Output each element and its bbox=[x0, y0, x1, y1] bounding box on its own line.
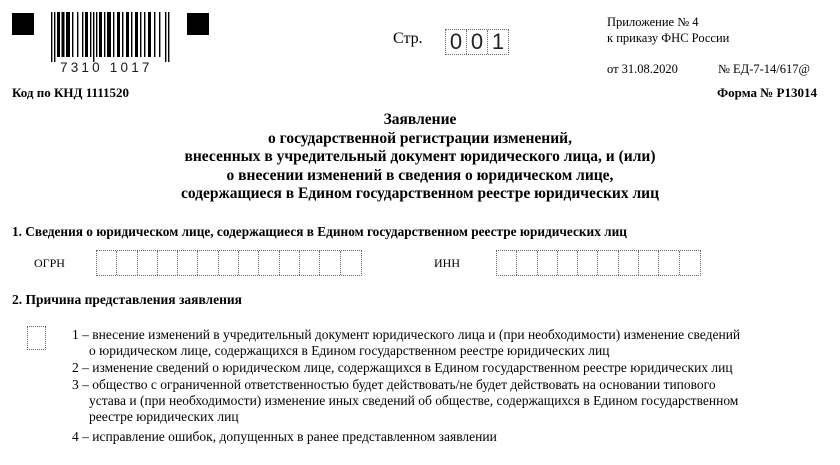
ogrn-label: ОГРН bbox=[34, 256, 65, 270]
title-line: содержащиеся в Едином государственном реестре юридических лиц bbox=[181, 185, 659, 203]
barcode-icon bbox=[51, 12, 170, 62]
title-line: о внесении изменений в сведения о юридическом лице, bbox=[226, 166, 614, 184]
form-number: Форма № Р13014 bbox=[717, 85, 817, 100]
order-date: от 31.08.2020 bbox=[607, 62, 678, 76]
title-line: внесенных в учредительный документ юридического лица, и (или) bbox=[184, 148, 656, 166]
reason-text: 1 – внесение изменений в учредительный документ юридического лица и (при необходимости) изменение сведений bbox=[72, 327, 741, 342]
alignment-marker-left bbox=[12, 13, 34, 35]
reason-text: реестре юридических лиц bbox=[89, 409, 239, 424]
reason-1 bbox=[72, 327, 740, 359]
reason-text: 2 – изменение сведений о юридическом лице, содержащихся в Едином государственном реестре юридических лиц bbox=[72, 360, 733, 375]
inn-label: ИНН bbox=[434, 256, 460, 270]
inn-input[interactable] bbox=[496, 250, 701, 276]
barcode-number: 7310 1017 bbox=[60, 60, 153, 75]
knd-code: Код по КНД 1111520 bbox=[12, 85, 130, 100]
reason-text: 3 – общество с ограниченной ответственностью будет действовать/не будет действовать на основании типового bbox=[72, 377, 716, 392]
page-digit: 0 bbox=[446, 30, 467, 54]
reason-text: 4 – исправление ошибок, допущенных в ранее представленном заявлении bbox=[72, 429, 497, 444]
page-label: Стр. bbox=[393, 30, 423, 47]
section-2-heading: 2. Причина представления заявления bbox=[12, 292, 242, 307]
section-1-heading: 1. Сведения о юридическом лице, содержащиеся в Едином государственном реестре юридических лиц bbox=[12, 224, 627, 239]
title-line: о государственной регистрации изменений, bbox=[268, 129, 572, 147]
reason-text: устава и (при необходимости) изменение иных сведений об обществе, содержащихся в Едином государственном bbox=[89, 393, 739, 408]
page-digit: 1 bbox=[491, 29, 505, 54]
alignment-marker-right bbox=[187, 13, 209, 35]
reason-2 bbox=[72, 360, 733, 376]
appendix-line-1: Приложение № 4 bbox=[607, 15, 699, 29]
reason-4 bbox=[72, 429, 497, 445]
order-number: № ЕД-7-14/617@ bbox=[718, 62, 811, 76]
appendix-line-2: к приказу ФНС России bbox=[607, 31, 730, 45]
page-number-field bbox=[445, 29, 509, 55]
title-line: Заявление bbox=[383, 111, 457, 128]
reason-3 bbox=[72, 377, 738, 425]
reason-code-input[interactable] bbox=[27, 326, 46, 350]
reason-text: о юридическом лице, содержащихся в Едином государственном реестре юридических лиц bbox=[89, 343, 610, 358]
document-title bbox=[0, 111, 840, 204]
page-digit: 0 bbox=[467, 30, 488, 54]
ogrn-input[interactable] bbox=[96, 250, 362, 276]
